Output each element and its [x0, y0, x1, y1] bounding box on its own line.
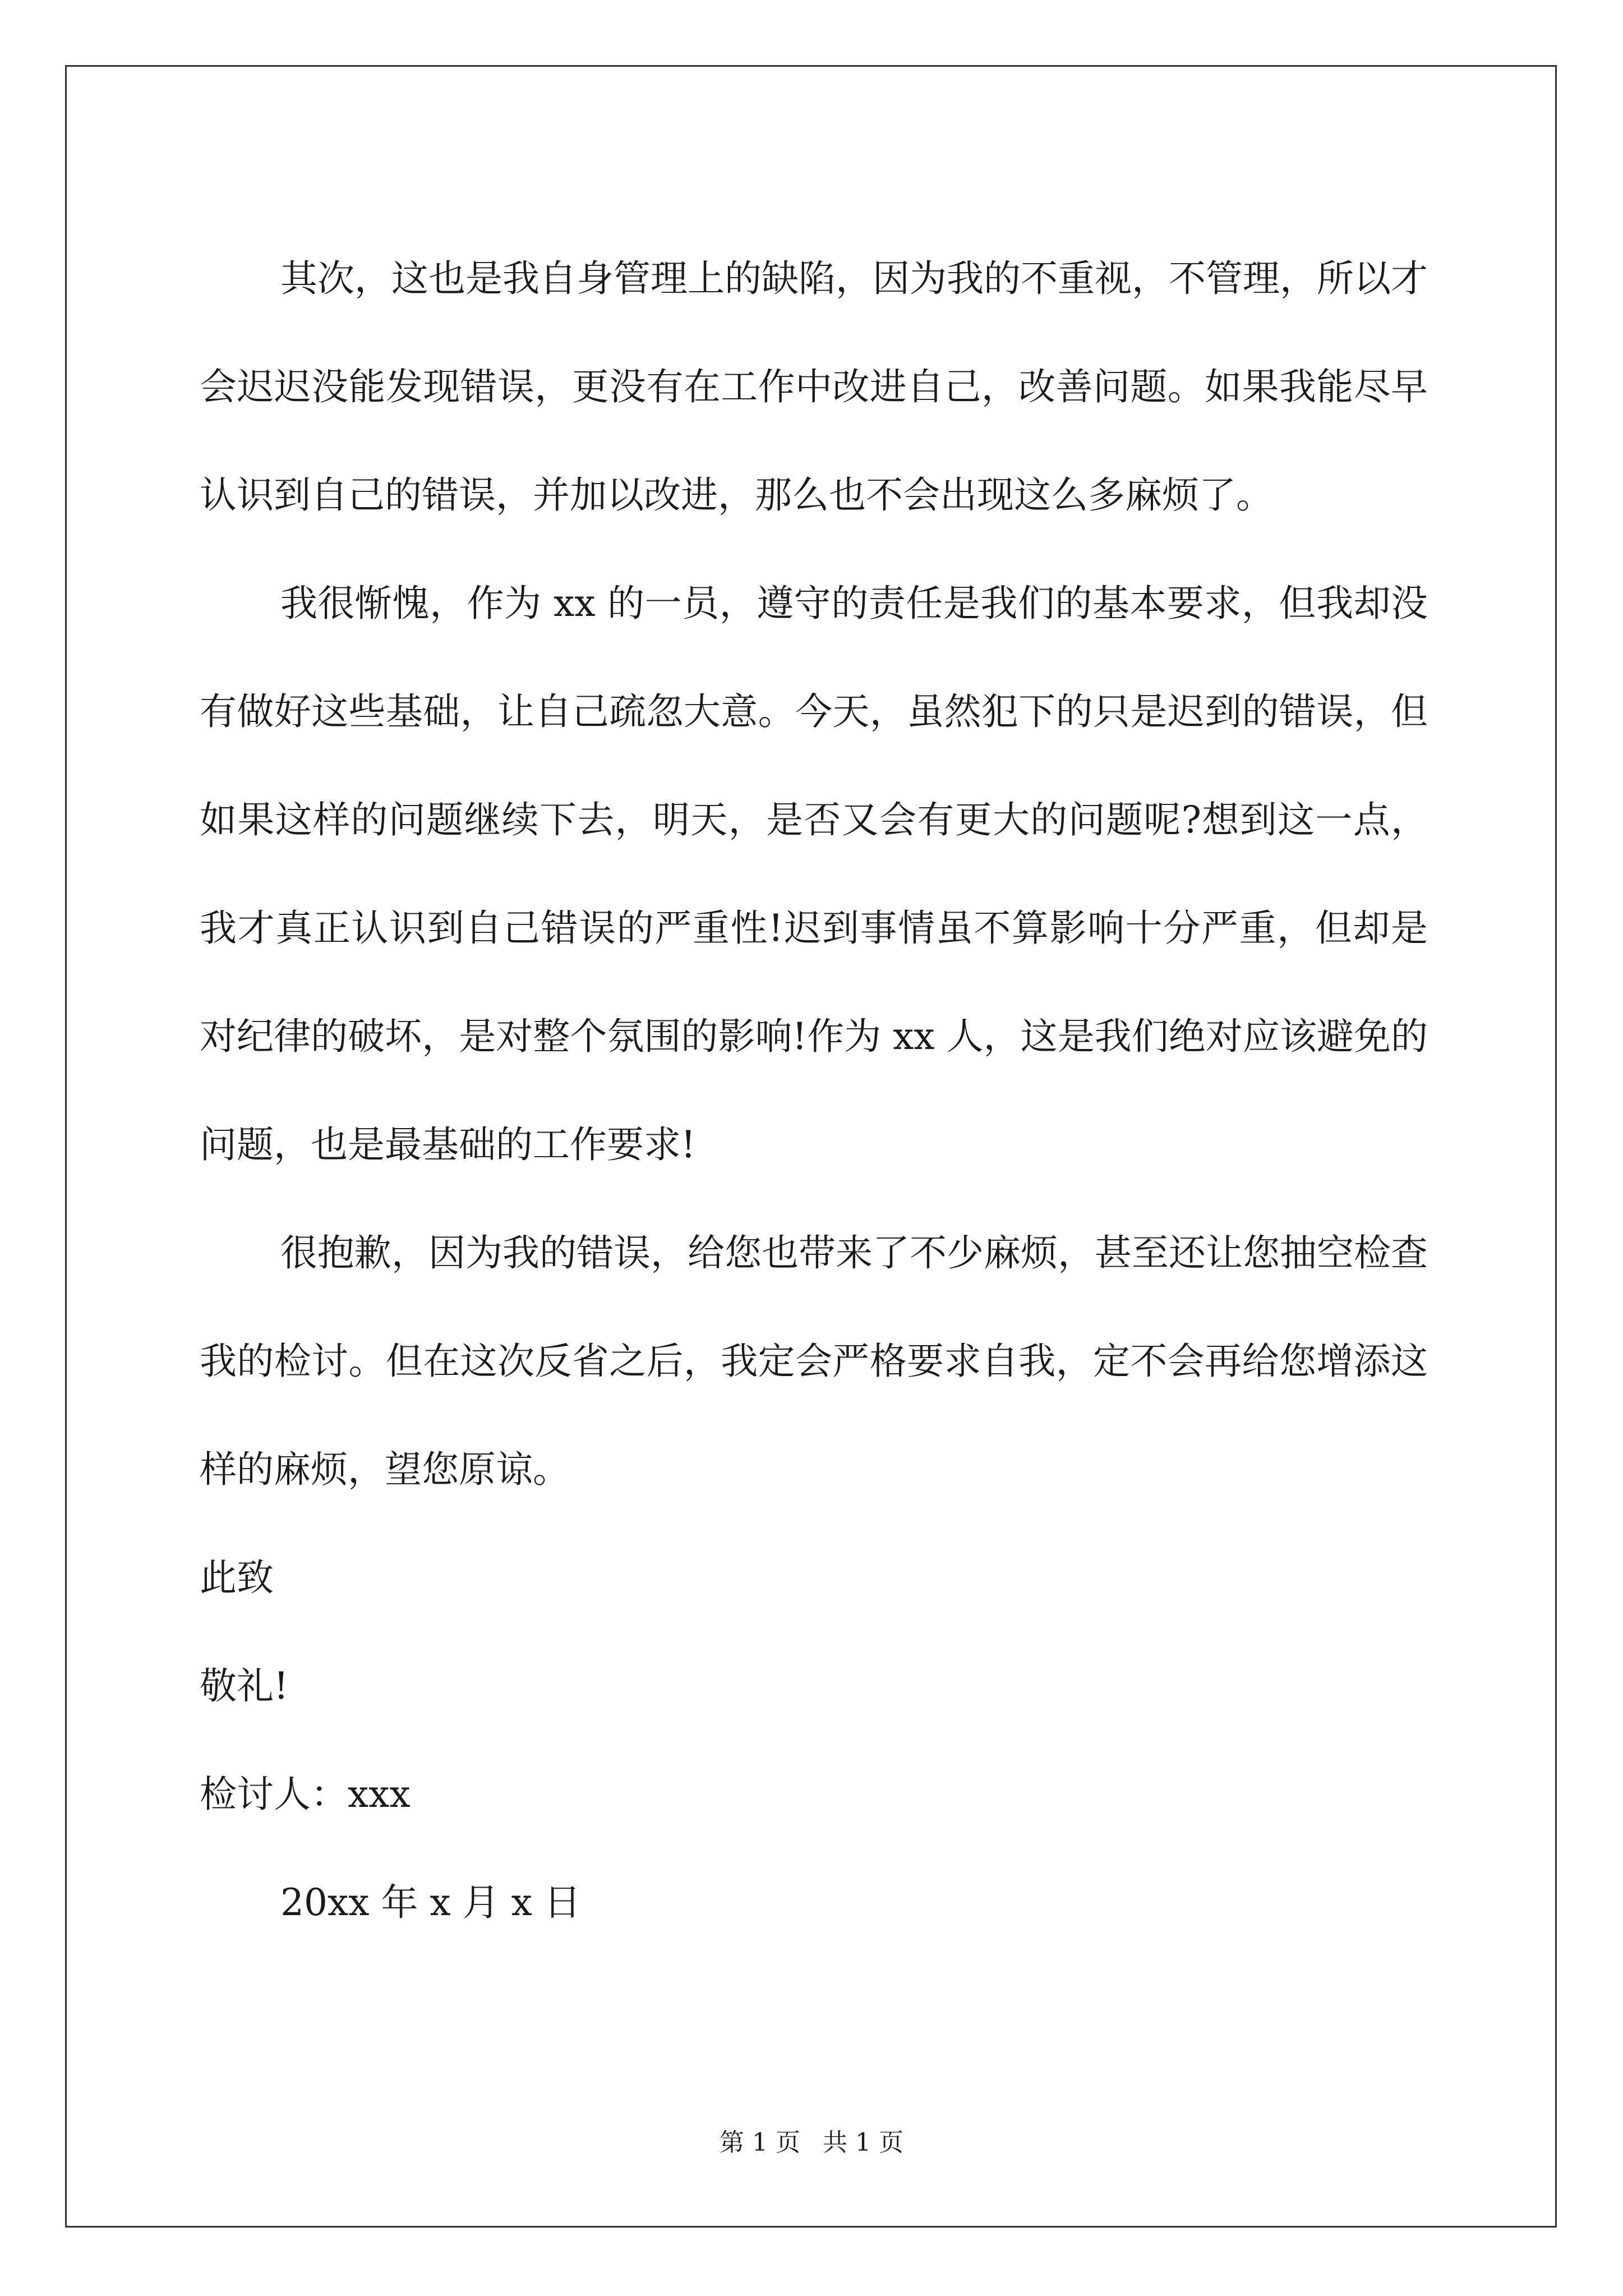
- date: 20xx 年 x 月 x 日: [280, 1881, 581, 1924]
- page-number: 第 1 页: [720, 2128, 800, 2157]
- paragraph-2: 我很惭愧，作为 xx 的一员，遵守的责任是我们的基本要求，但我却没有做好这些基础，让自己疏忽大意。今天，虽然犯下的只是迟到的错误，但如果这样的问题继续下去，明天，是否又会有更大的问题呢?想到这一点，我才真正认识到自己错误的严重性!迟到事情虽不算影响十分严重，但却是对纪律的破坏，是对整个氛围的影响!作为 xx 人，这是我们绝对应该避免的问题，也是最基础的工作要求!: [200, 582, 1428, 1166]
- signature: 检讨人：xxx: [200, 1773, 411, 1816]
- paragraph-1: 其次，这也是我自身管理上的缺陷，因为我的不重视，不管理，所以才会迟迟没能发现错误，更没有在工作中改进自己，改善问题。如果我能尽早认识到自己的错误，并加以改进，那么也不会出现这么多麻烦了。: [200, 257, 1428, 517]
- page-footer: [0, 2126, 1623, 2160]
- salutation: 敬礼!: [200, 1664, 289, 1708]
- closing: 此致: [200, 1556, 274, 1599]
- page-total: 共 1 页: [823, 2128, 903, 2157]
- document-body: [200, 224, 1428, 1957]
- paragraph-3: 很抱歉，因为我的错误，给您也带来了不少麻烦，甚至还让您抽空检查我的检讨。但在这次反省之后，我定会严格要求自我，定不会再给您增添这样的麻烦，望您原谅。: [200, 1231, 1428, 1491]
